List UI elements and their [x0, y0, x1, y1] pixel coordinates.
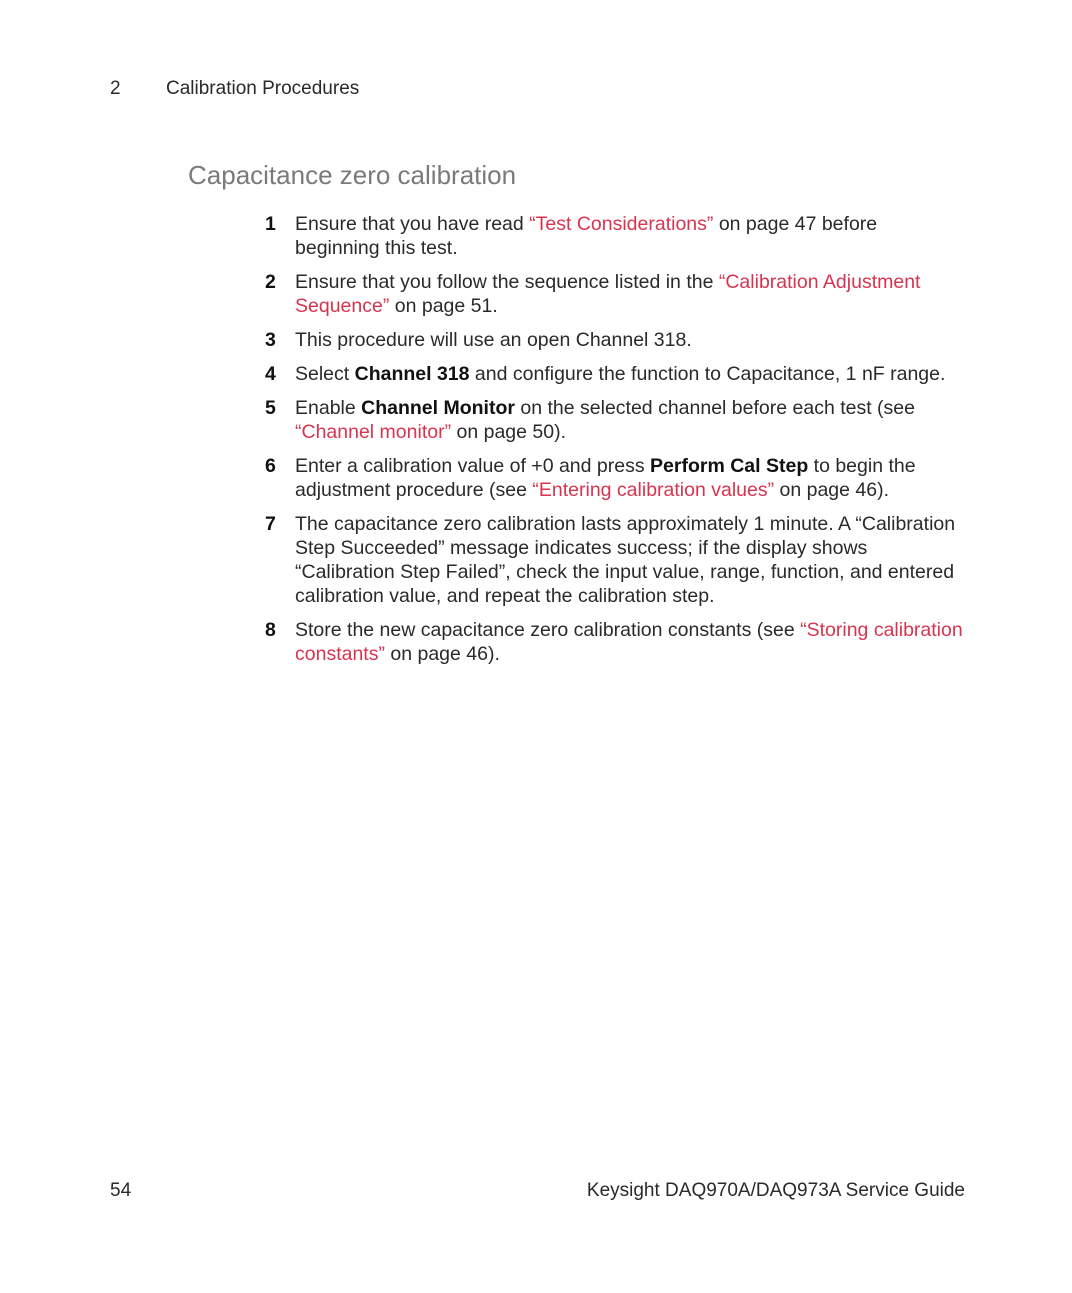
step-text [295, 396, 965, 444]
step-text-segment: on the selected channel before each test (see [514, 397, 915, 419]
step-text-segment: to begin the adjustment procedure (see [295, 455, 916, 501]
ui-term: Perform Cal Step [650, 455, 809, 477]
cross-reference-link[interactable]: “Storing calibration constants” [295, 619, 963, 665]
chapter-title: Calibration Procedures [166, 78, 360, 99]
procedure-step [265, 512, 965, 608]
chapter-number: 2 [110, 78, 121, 99]
page-footer [110, 1180, 965, 1202]
step-text-segment: Store the new capacitance zero calibration constants (see [295, 619, 801, 641]
procedure-step [265, 212, 965, 260]
step-number: 6 [265, 455, 276, 477]
step-text-segment: Enable [295, 397, 362, 419]
step-number: 8 [265, 619, 276, 641]
cross-reference-link[interactable]: “Calibration Adjustment Sequence” [295, 271, 921, 317]
procedure-steps [265, 212, 965, 676]
step-text [295, 618, 965, 666]
procedure-step [265, 618, 965, 666]
ui-term: Channel 318 [354, 363, 470, 385]
document-title: Keysight DAQ970A/DAQ973A Service Guide [586, 1180, 965, 1201]
step-text-segment: This procedure will use an open Channel 318. [295, 329, 692, 351]
step-number: 3 [265, 329, 276, 351]
page-number: 54 [110, 1180, 132, 1201]
cross-reference-link[interactable]: “Entering calibration values” [532, 479, 775, 501]
step-text-segment: The capacitance zero calibration lasts approximately 1 minute. A “Calibration Step Succeeded” message indicates success; if the display shows “Calibration Step Failed”, check the input value, range, function, and entered calibration value, and repeat the calibration step. [295, 513, 956, 607]
step-number: 5 [265, 397, 276, 419]
step-text-segment: on page 51. [389, 295, 498, 317]
step-number: 2 [265, 271, 276, 293]
step-text [295, 362, 965, 386]
step-text-segment: Ensure that you follow the sequence listed in the [295, 271, 719, 293]
procedure-step [265, 362, 965, 386]
step-text [295, 328, 965, 352]
ui-term: Channel Monitor [361, 397, 515, 419]
step-text-segment: and configure the function to Capacitance, 1 nF range. [469, 363, 946, 385]
step-text [295, 212, 965, 260]
step-text-segment: on page 46). [384, 643, 500, 665]
step-number: 1 [265, 213, 276, 235]
step-text [295, 270, 965, 318]
section-title: Capacitance zero calibration [188, 160, 517, 190]
procedure-step [265, 396, 965, 444]
step-number: 4 [265, 363, 276, 385]
step-text-segment: Ensure that you have read [295, 213, 530, 235]
step-text-segment: on page 46). [774, 479, 890, 501]
step-text [295, 454, 965, 502]
running-header [110, 78, 359, 100]
cross-reference-link[interactable]: “Test Considerations” [529, 213, 714, 235]
step-text-segment: on page 50). [451, 421, 567, 443]
procedure-step [265, 270, 965, 318]
step-text-segment: Select [295, 363, 355, 385]
step-text [295, 512, 965, 608]
cross-reference-link[interactable]: “Channel monitor” [295, 421, 452, 443]
step-text-segment: on page 47 before beginning this test. [295, 213, 878, 259]
step-text-segment: Enter a calibration value of +0 and press [295, 455, 651, 477]
procedure-step [265, 454, 965, 502]
step-number: 7 [265, 513, 276, 535]
procedure-step [265, 328, 965, 352]
